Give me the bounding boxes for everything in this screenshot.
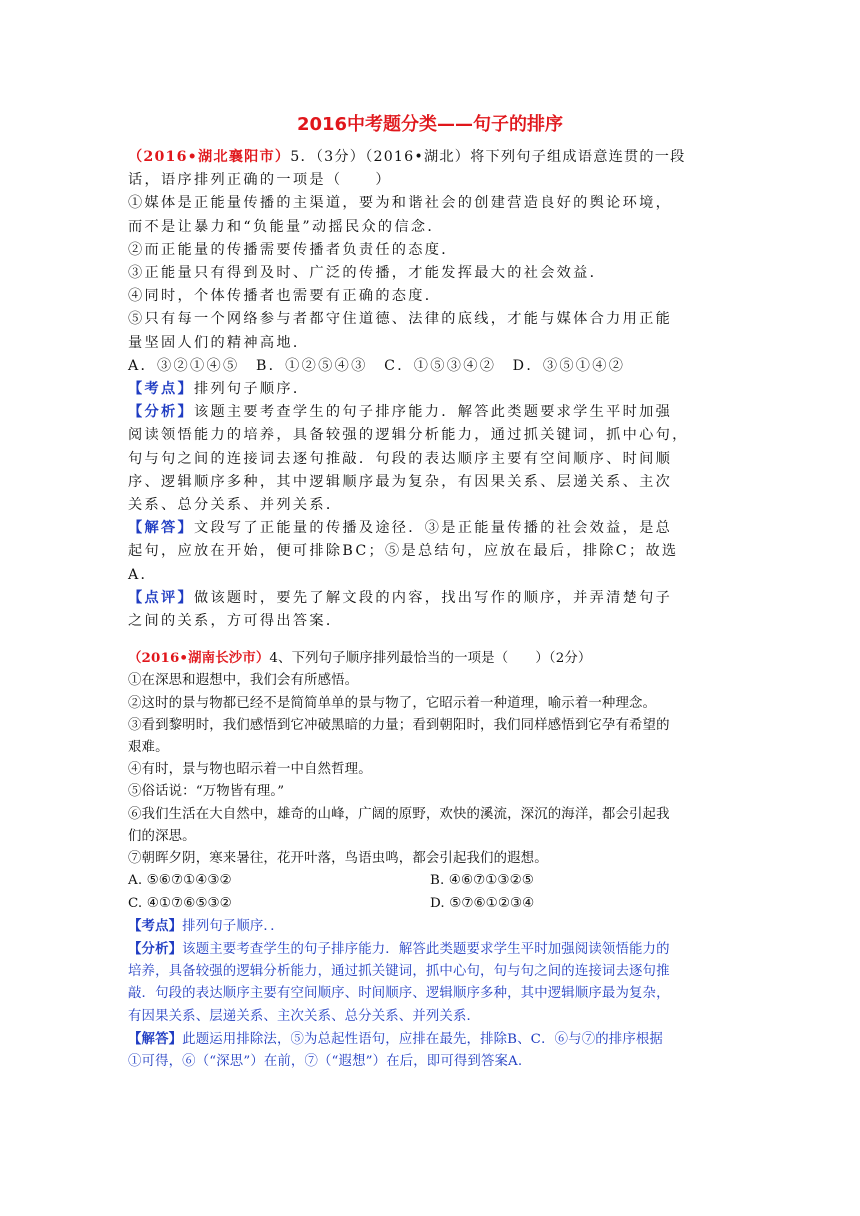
question-2-sentence-7: ⑦朝晖夕阴，寒来暑往，花开叶落，鸟语虫鸣，都会引起我们的遐想。 — [128, 851, 548, 867]
question-1-fenxi-line-4: 序、逻辑顺序多种，其中逻辑顺序最为复杂，有因果关系、层递关系、主次 — [128, 473, 673, 490]
question-2-sentence-3: ③看到黎明时，我们感悟到它冲破黑暗的力量；看到朝阳时，我们同样感悟到它孕有希望的 — [128, 717, 670, 733]
question-2-options-row-1 — [128, 870, 732, 892]
fenxi-tag: 【分析】 — [128, 404, 194, 421]
question-1-options: A．③②①④⑤ B．①②⑤④③ C．①⑤③④② D．③⑤①④② — [128, 357, 626, 374]
question-1-jieda-line-3: A． — [128, 566, 158, 583]
question-1-jieda: 【解答】文段写了正能量的传播及途径．③是正能量传播的社会效益，是总 — [128, 520, 673, 537]
document-page — [128, 112, 732, 1073]
question-1-kaodian: 【考点】排列句子顺序． — [128, 381, 310, 398]
question-2-jieda-line-2: ①可得，⑥（“深思”）在前，⑦（“遐想”）在后，即可得到答案A. — [128, 1053, 523, 1069]
question-2-source: （2016•湖南长沙市） — [128, 650, 270, 667]
option-c: C. ④①⑦⑥⑤③② — [128, 895, 232, 911]
question-1-fenxi-line-2: 阅读领悟能力的培养，具备较强的逻辑分析能力，通过抓关键词，抓中心句， — [128, 427, 689, 444]
option-b: B. ④⑥⑦①③②⑤ — [430, 873, 534, 889]
question-1-stem-line-2: 话，语序排列正确的一项是（ ） — [128, 172, 392, 189]
question-1-sentence-5-line-2: 量坚固人们的精神高地． — [128, 334, 310, 351]
question-1-jieda-line-2: 起句，应放在开始，便可排除BC；⑤是总结句，应放在最后，排除C；故选 — [128, 543, 679, 560]
question-1-dianping-line-2: 之间的关系，方可得出答案． — [128, 613, 343, 630]
question-2-sentence-4: ④有时，景与物也昭示着一中自然哲理。 — [128, 762, 372, 778]
kaodian-tag: 【考点】 — [128, 917, 183, 934]
question-2-options-row-2 — [128, 893, 732, 915]
option-a: A. ⑤⑥⑦①④③② — [128, 873, 232, 889]
question-2-fenxi-line-4: 有因果关系、层递关系、主次关系、总分关系、并列关系． — [128, 1008, 481, 1024]
question-1-sentence-5: ⑤只有每一个网络参与者都守住道德、法律的底线，才能与媒体合力用正能 — [128, 311, 673, 328]
jieda-tag: 【解答】 — [128, 1030, 183, 1047]
question-2-sentence-1: ①在深思和遐想中，我们会有所感悟。 — [128, 673, 359, 689]
question-2 — [128, 647, 732, 1073]
question-2-fenxi-line-2: 培养，具备较强的逻辑分析能力，通过抓关键词，抓中心句，句与句之间的连接词去逐句推 — [128, 964, 670, 980]
fenxi-tag: 【分析】 — [128, 940, 183, 957]
option-d: D. ⑤⑦⑥①②③④ — [430, 895, 535, 911]
question-1-stem: （2016•湖北襄阳市）5．（3分）（2016•湖北）将下列句子组成语意连贯的一段 — [128, 149, 686, 165]
dianping-tag: 【点评】 — [128, 589, 194, 606]
question-2-sentence-6-line-2: 们的深思。 — [128, 828, 196, 844]
question-2-sentence-3-line-2: 艰难。 — [128, 740, 169, 756]
jieda-tag: 【解答】 — [128, 520, 194, 537]
question-2-kaodian: 【考点】排列句子顺序．． — [128, 917, 284, 934]
question-2-stem: （2016•湖南长沙市）4、下列句子顺序排列最恰当的一项是（ ）（2分） — [128, 650, 592, 667]
question-1-source: （2016•湖北襄阳市） — [128, 149, 291, 165]
question-1-sentence-4: ④同时，个体传播者也需要有正确的态度． — [128, 288, 442, 305]
question-1-sentence-1: ①媒体是正能量传播的主渠道，要为和谐社会的创建营造良好的舆论环境， — [128, 195, 673, 212]
question-1-sentence-1-line-2: 而不是让暴力和“负能量”动摇民众的信念． — [128, 218, 444, 235]
question-1-sentence-2: ②而正能量的传播需要传播者负责任的态度． — [128, 241, 458, 258]
question-1-dianping: 【点评】做该题时，要先了解文段的内容，找出写作的顺序，并弄清楚句子 — [128, 589, 673, 606]
question-2-fenxi: 【分析】该题主要考查学生的句子排序能力．解答此类题要求学生平时加强阅读领悟能力的 — [128, 940, 670, 957]
question-1 — [128, 146, 732, 633]
question-2-sentence-2: ②这时的景与物都已经不是简简单单的景与物了，它昭示着一种道理，喻示着一种理念。 — [128, 695, 657, 711]
question-1-fenxi-line-3: 句与句之间的连接词去逐句推敲．句段的表达顺序主要有空间顺序、时间顺 — [128, 450, 673, 467]
question-2-sentence-5: ⑤俗话说：“万物皆有理。” — [128, 784, 285, 800]
question-1-sentence-3: ③正能量只有得到及时、广泛的传播，才能发挥最大的社会效益． — [128, 265, 607, 282]
question-2-jieda: 【解答】此题运用排除法，⑤为总起性语句，应排在最先，排除B、C．⑥与⑦的排序根据 — [128, 1030, 663, 1047]
page-title: 2016中考题分类——句子的排序 — [296, 114, 564, 135]
kaodian-tag: 【考点】 — [128, 381, 194, 398]
question-1-fenxi: 【分析】该题主要考查学生的句子排序能力．解答此类题要求学生平时加强 — [128, 404, 673, 421]
question-2-sentence-6: ⑥我们生活在大自然中，雄奇的山峰，广阔的原野，欢快的溪流，深沉的海洋，都会引起我 — [128, 806, 670, 822]
question-2-fenxi-line-3: 敲．句段的表达顺序主要有空间顺序、时间顺序、逻辑顺序多种，其中逻辑顺序最为复杂， — [128, 986, 670, 1002]
question-1-fenxi-line-5: 关系、总分关系、并列关系． — [128, 497, 343, 514]
